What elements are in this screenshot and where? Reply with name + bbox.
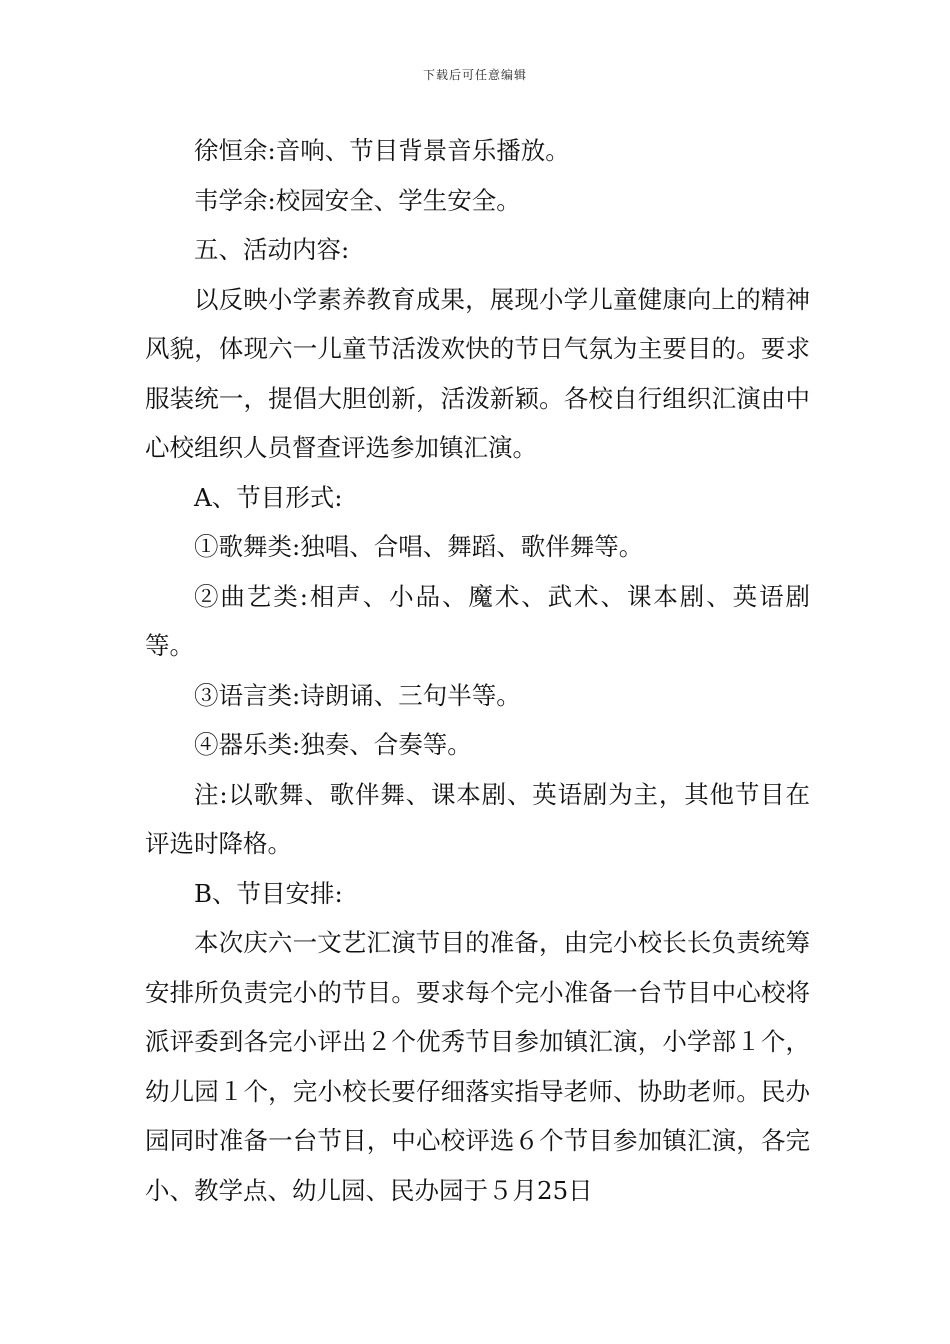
list-item-language: ③语言类:诗朗诵、三句半等。	[194, 680, 521, 710]
paragraph-activity-purpose: 以反映小学素养教育成果，展现小学儿童健康向上的精神风貌，体现六一儿童节活泼欢快的节日气氛为主要目的。要求服装统一，提倡大胆创新，活泼新颖。各校自行组织汇演由中心校组织人员督查评选参加镇汇演。	[145, 284, 810, 462]
subheading-program-arrangement: B、节目安排:	[194, 878, 343, 908]
paragraph-sound-duty: 徐恒余:音响、节目背景音乐播放。	[194, 136, 570, 165]
document-body	[145, 126, 810, 1215]
paragraph-note: 注:以歌舞、歌伴舞、课本剧、英语剧为主，其他节目在评选时降格。	[145, 779, 810, 858]
list-item-instrumental: ④器乐类:独奏、合奏等。	[194, 730, 472, 759]
subheading-program-form: A、节目形式:	[194, 482, 343, 512]
header-note: 下载后可任意编辑	[422, 68, 527, 82]
list-item-song-dance: ①歌舞类:独唱、合唱、舞蹈、歌伴舞等。	[194, 532, 644, 561]
section-heading-activity-content: 五、活动内容:	[194, 235, 350, 264]
list-item-folk-arts: ②曲艺类:相声、小品、魔术、武术、课本剧、英语剧等。	[145, 581, 810, 660]
paragraph-arrangement-details: 本次庆六一文艺汇演节目的准备，由完小校长长负责统筹安排所负责完小的节目。要求每个完小准备一台节目中心校将派评委到各完小评出２个优秀节目参加镇汇演，小学部１个，幼儿园１个，完小校长要仔细落实指导老师、协助老师。民办园同时准备一台节目，中心校评选６个节目参加镇汇演，各完小、教学点、幼儿园、民办园于５月25日	[145, 928, 810, 1205]
paragraph-safety-duty: 韦学余:校园安全、学生安全。	[194, 185, 521, 215]
